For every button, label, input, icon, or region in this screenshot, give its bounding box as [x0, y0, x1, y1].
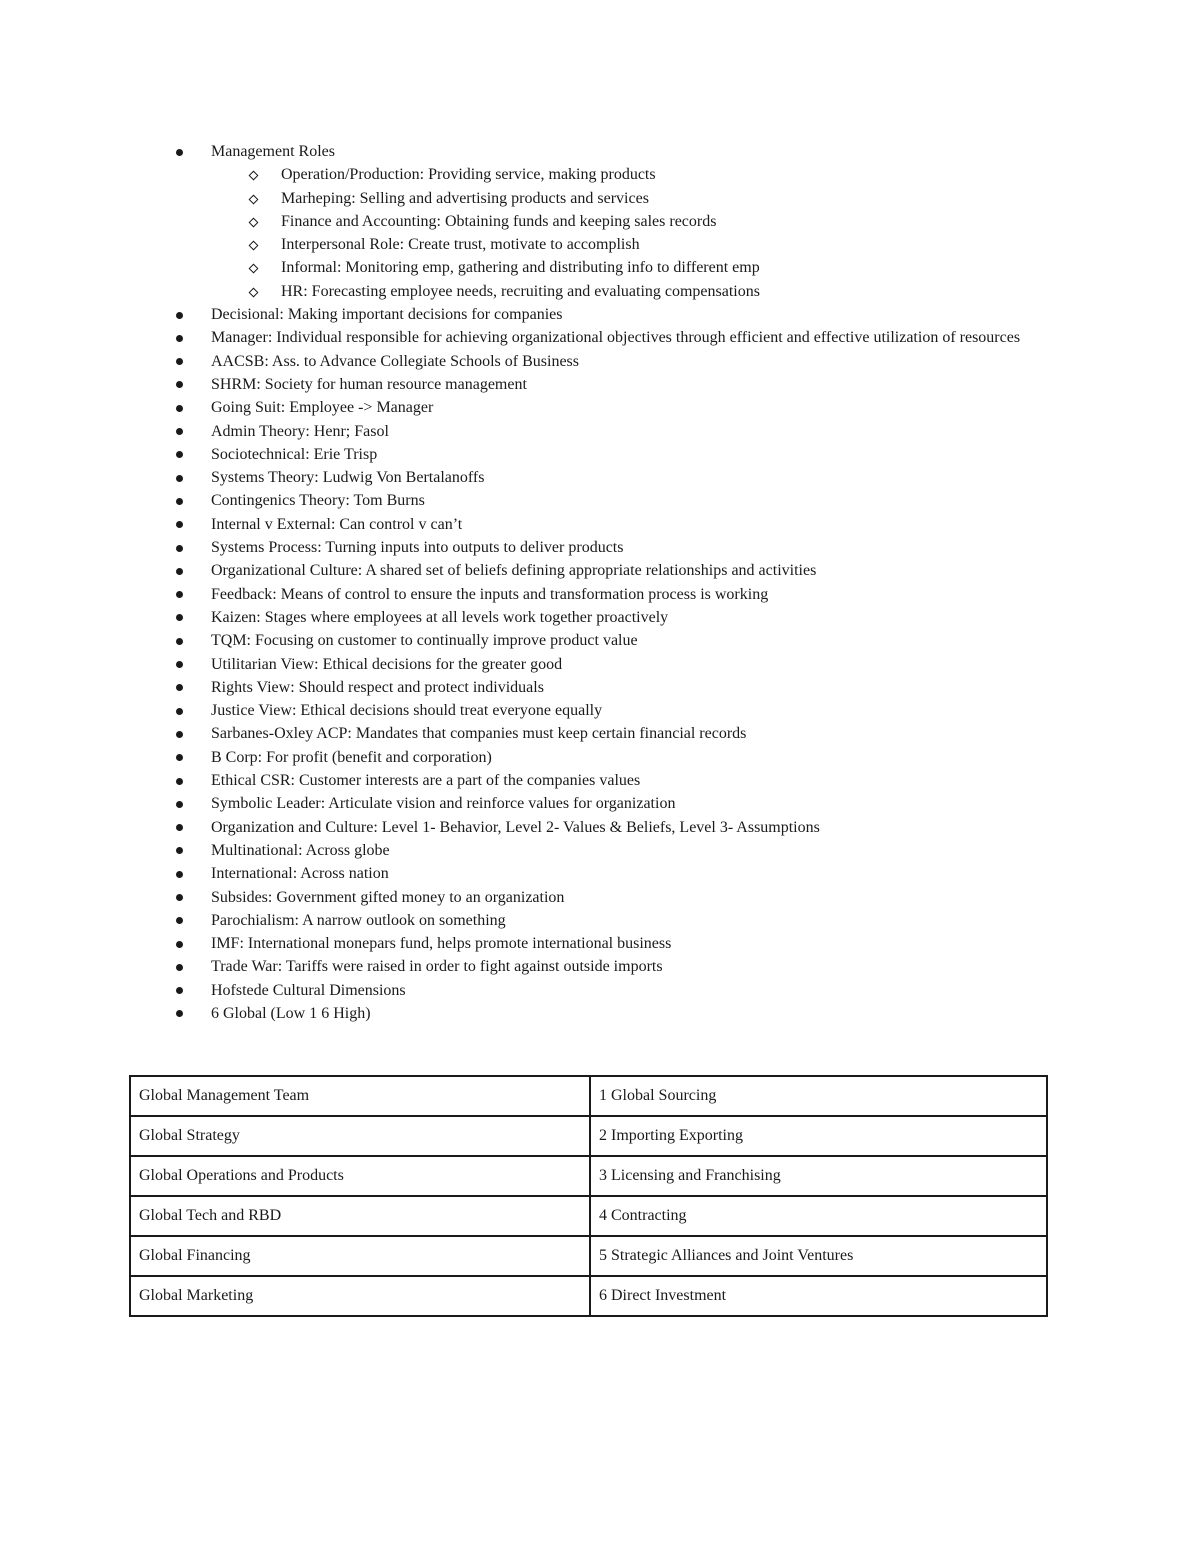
- table-cell: 6 Direct Investment: [590, 1276, 1047, 1316]
- table-cell: Global Financing: [130, 1236, 590, 1276]
- list-item: [0, 513, 1100, 536]
- list-item-text: Manager: Individual responsible for achieving organizational objectives through efficient and effective utilization of resources: [211, 329, 1021, 347]
- global-table: [129, 1075, 1048, 1317]
- list-item-text: Rights View: Should respect and protect individuals: [211, 678, 544, 696]
- table-cell: Global Management Team: [130, 1076, 590, 1116]
- list-item: [0, 373, 1100, 396]
- list-item: [0, 792, 1100, 815]
- list-item-text: IMF: International monepars fund, helps promote international business: [211, 935, 672, 953]
- list-item: [0, 443, 1100, 466]
- list-item-text: Feedback: Means of control to ensure the inputs and transformation process is working: [211, 585, 769, 603]
- list-item-text: SHRM: Society for human resource management: [211, 375, 527, 393]
- list-item: [0, 862, 1100, 885]
- table-cell: Global Marketing: [130, 1276, 590, 1316]
- table-cell: Global Strategy: [130, 1116, 590, 1156]
- sub-list-item: [0, 210, 1100, 233]
- list-item: [0, 1002, 1100, 1025]
- list-item-text: Symbolic Leader: Articulate vision and reinforce values for organization: [211, 795, 676, 813]
- list-item-text: Kaizen: Stages where employees at all levels work together proactively: [211, 608, 669, 626]
- table-cell: 2 Importing Exporting: [590, 1116, 1047, 1156]
- table-cell: 5 Strategic Alliances and Joint Ventures: [590, 1236, 1047, 1276]
- list-item-text: 6 Global (Low 1 6 High): [211, 1004, 371, 1022]
- list-item-text: B Corp: For profit (benefit and corporation): [211, 748, 492, 766]
- list-item-text: Utilitarian View: Ethical decisions for the greater good: [211, 655, 563, 673]
- list-item: [0, 769, 1100, 792]
- list-item-text: Decisional: Making important decisions for companies: [211, 306, 563, 324]
- table-cell: 1 Global Sourcing: [590, 1076, 1047, 1116]
- sub-list-item-text: Marheping: Selling and advertising products and services: [281, 189, 649, 207]
- list-item-text: Multinational: Across globe: [211, 841, 390, 859]
- list-item-text: Internal v External: Can control v can’t: [211, 515, 463, 533]
- list-item: [0, 583, 1100, 606]
- list-item: [0, 536, 1100, 559]
- sub-list-item-text: Informal: Monitoring emp, gathering and distributing info to different emp: [281, 259, 760, 277]
- list-item: [0, 979, 1100, 1002]
- list-item-text: Hofstede Cultural Dimensions: [211, 981, 406, 999]
- table-row: [130, 1116, 1047, 1156]
- list-item: [0, 653, 1100, 676]
- list-item-text: Parochialism: A narrow outlook on something: [211, 911, 506, 929]
- sub-list-item-text: Operation/Production: Providing service, making products: [281, 166, 656, 184]
- list-item: [0, 420, 1100, 443]
- list-item: [0, 932, 1100, 955]
- table-row: [130, 1196, 1047, 1236]
- list-item: [0, 886, 1100, 909]
- table-cell: Global Operations and Products: [130, 1156, 590, 1196]
- list-item: [0, 629, 1100, 652]
- list-item-text: Systems Process: Turning inputs into outputs to deliver products: [211, 539, 624, 557]
- sub-list-item-text: Finance and Accounting: Obtaining funds and keeping sales records: [281, 212, 717, 230]
- notes-list: [0, 140, 1100, 1025]
- table-row: [130, 1276, 1047, 1316]
- list-item-text: International: Across nation: [211, 865, 389, 883]
- list-item-text: Organizational Culture: A shared set of beliefs defining appropriate relationships and activities: [211, 562, 817, 580]
- list-item: [0, 699, 1100, 722]
- list-item-text: Admin Theory: Henr; Fasol: [211, 422, 389, 440]
- list-item: [0, 559, 1100, 582]
- list-item-management-roles: [0, 140, 1100, 163]
- list-item-text: Contingenics Theory: Tom Burns: [211, 492, 425, 510]
- list-item-text: Systems Theory: Ludwig Von Bertalanoffs: [211, 469, 485, 487]
- list-item: [0, 955, 1100, 978]
- sub-list-item: [0, 280, 1100, 303]
- list-item: [0, 326, 1100, 349]
- list-item: [0, 676, 1100, 699]
- list-item-text: Subsides: Government gifted money to an organization: [211, 888, 565, 906]
- list-item: [0, 606, 1100, 629]
- table-row: [130, 1076, 1047, 1116]
- list-item-text: Management Roles: [211, 143, 335, 160]
- sub-list-item-text: Interpersonal Role: Create trust, motivate to accomplish: [281, 236, 640, 254]
- list-item-text: Sociotechnical: Erie Trisp: [211, 445, 378, 463]
- table-cell: 4 Contracting: [590, 1196, 1047, 1236]
- list-item-text: TQM: Focusing on customer to continually improve product value: [211, 632, 638, 650]
- list-item: [0, 396, 1100, 419]
- sub-list-item: [0, 233, 1100, 256]
- sub-list-item: [0, 187, 1100, 210]
- list-item-text: AACSB: Ass. to Advance Collegiate Schools of Business: [211, 352, 579, 370]
- list-item-text: Trade War: Tariffs were raised in order to fight against outside imports: [211, 958, 663, 976]
- table-cell: 3 Licensing and Franchising: [590, 1156, 1047, 1196]
- list-item: [0, 303, 1100, 326]
- table-cell: Global Tech and RBD: [130, 1196, 590, 1236]
- list-item: [0, 909, 1100, 932]
- list-item-text: Justice View: Ethical decisions should treat everyone equally: [211, 702, 603, 720]
- list-item-text: Sarbanes-Oxley ACP: Mandates that companies must keep certain financial records: [211, 725, 747, 743]
- sub-list-item: [0, 256, 1100, 279]
- list-item-text: Ethical CSR: Customer interests are a part of the companies values: [211, 772, 641, 790]
- table-row: [130, 1236, 1047, 1276]
- list-item: [0, 489, 1100, 512]
- list-item: [0, 350, 1100, 373]
- list-item: [0, 722, 1100, 745]
- list-item: [0, 466, 1100, 489]
- list-item: [0, 746, 1100, 769]
- list-item: [0, 839, 1100, 862]
- list-item-text: Organization and Culture: Level 1- Behavior, Level 2- Values & Beliefs, Level 3- Assumptions: [211, 818, 820, 836]
- list-item-text: Going Suit: Employee -> Manager: [211, 399, 434, 417]
- sub-list-item-text: HR: Forecasting employee needs, recruiting and evaluating compensations: [281, 282, 760, 300]
- sub-list-item: [0, 163, 1100, 186]
- list-item: [0, 816, 1100, 839]
- table-row: [130, 1156, 1047, 1196]
